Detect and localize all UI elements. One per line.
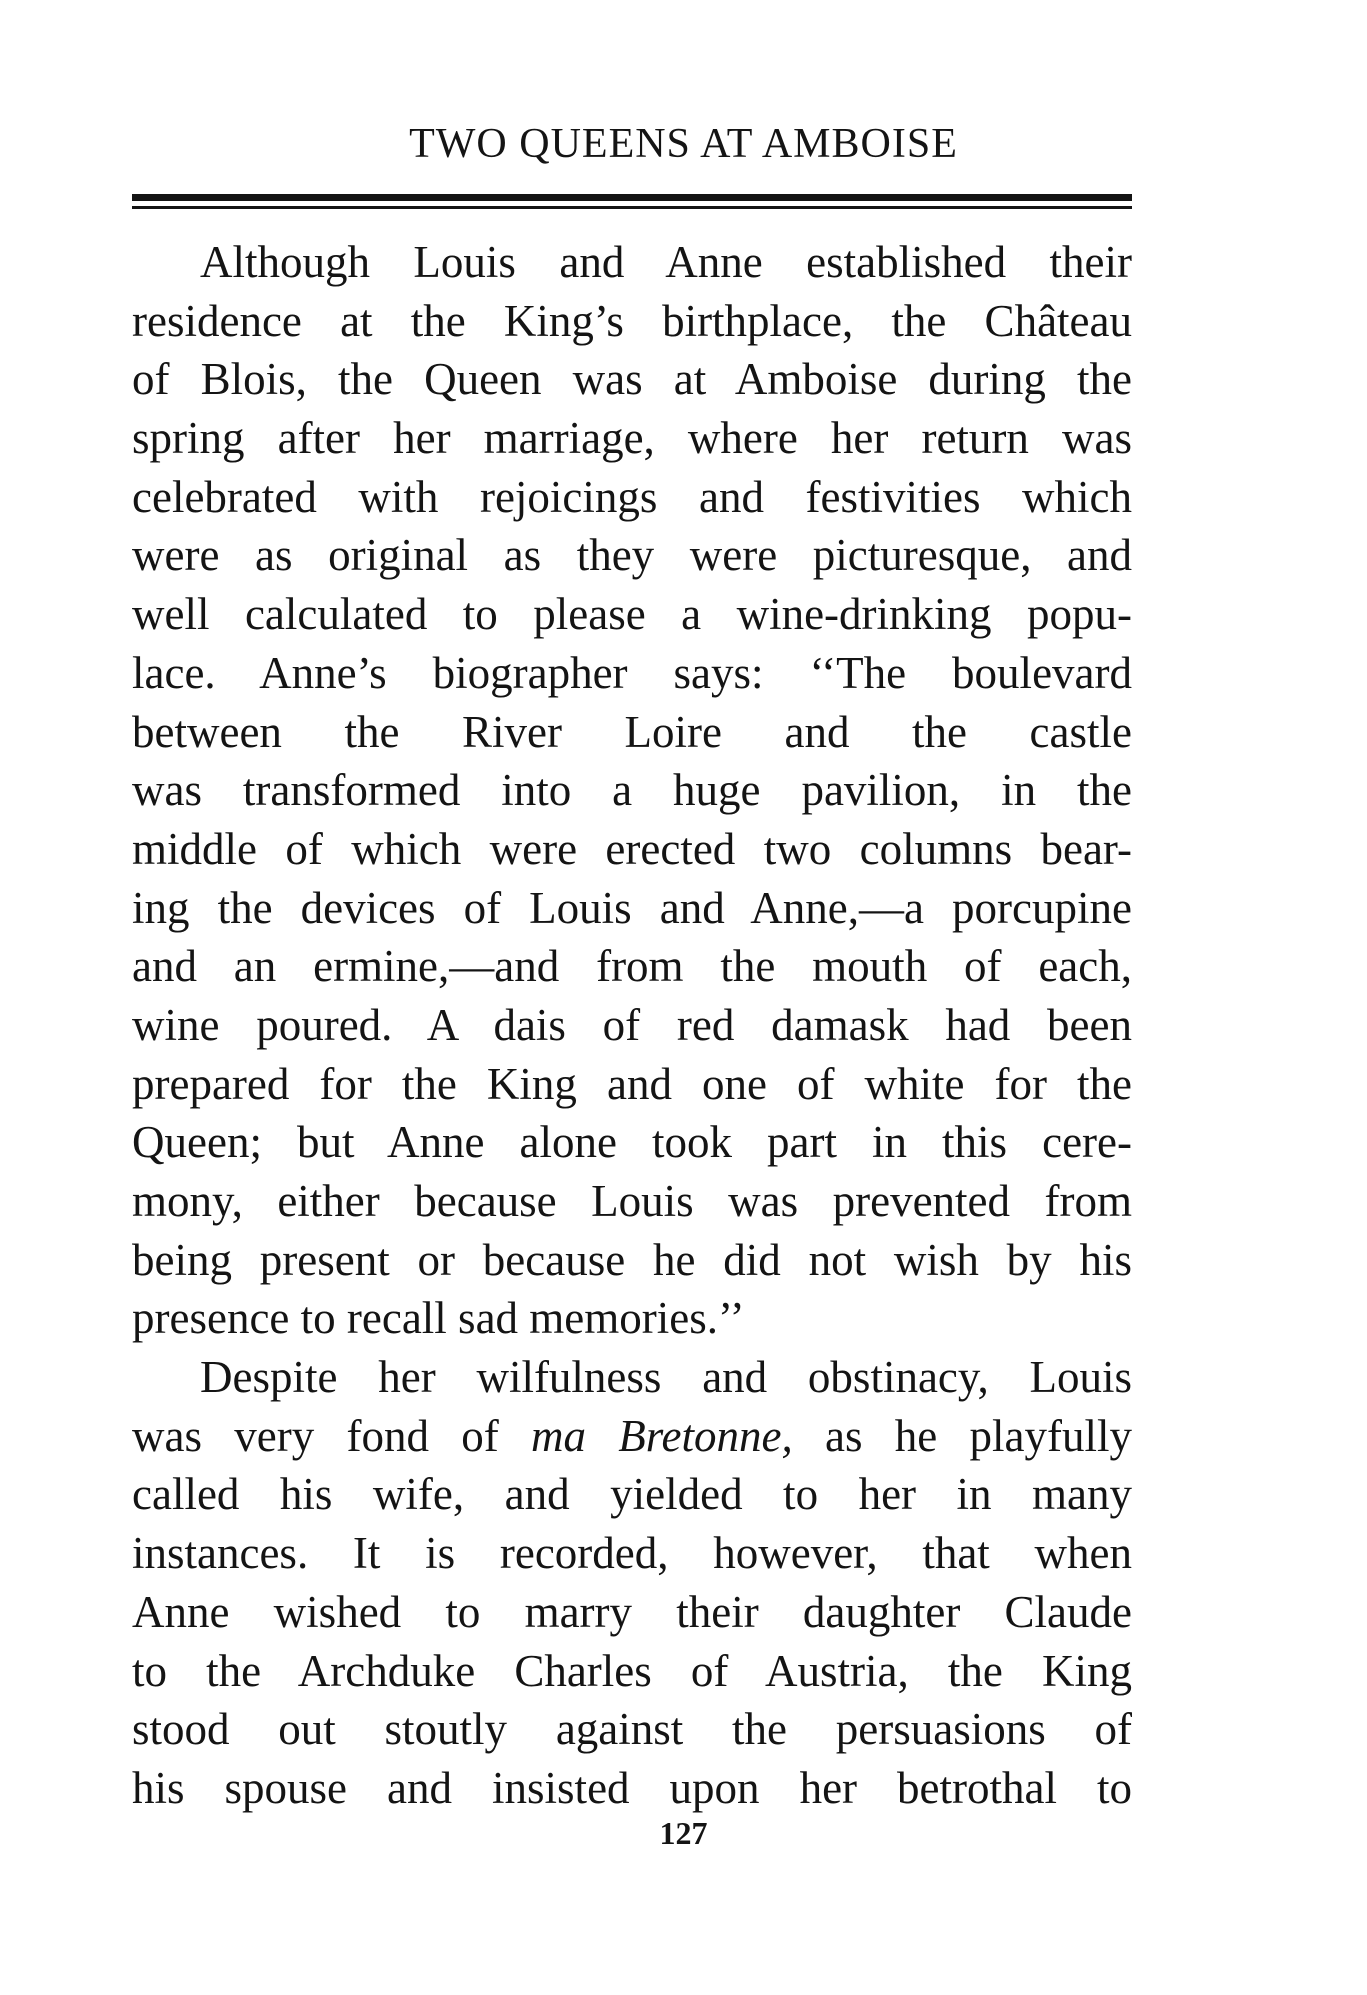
text-line: stood out stoutly against the persuasions of [132, 1704, 1132, 1755]
body-text [132, 233, 1132, 1818]
header-rule-thick [132, 194, 1132, 201]
text-line-with-italic [132, 1407, 1132, 1466]
text-line: middle of which were erected two columns bear- [132, 823, 1132, 874]
text-line: Although Louis and Anne established their [200, 237, 1132, 287]
text-line: called his wife, and yielded to her in many [132, 1469, 1132, 1520]
text-line: Despite her wilfulness and obstinacy, Louis [200, 1352, 1132, 1403]
italic-phrase: ma Bretonne, [530, 1410, 793, 1461]
text-line: celebrated with rejoicings and festivities which [132, 471, 1132, 522]
text-line: mony, either because Louis was prevented from [132, 1176, 1132, 1226]
text-line: well calculated to please a wine-drinking popu- [132, 589, 1132, 640]
text-line: between the River Loire and the castle [132, 706, 1132, 757]
text-line: being present or because he did not wish by his [132, 1234, 1132, 1285]
header-rule [132, 194, 1132, 216]
text-line: to the Archduke Charles of Austria, the King [132, 1645, 1132, 1696]
text-line: of Blois, the Queen was at Amboise during the [132, 354, 1132, 405]
text-line: and an ermine,—and from the mouth of each, [132, 941, 1132, 992]
text-line: wine poured. A dais of red damask had been [132, 999, 1132, 1050]
text-line: lace. Anne’s biographer says: ‘‘The boulevard [132, 647, 1132, 698]
text-line: Anne wished to marry their daughter Claude [132, 1586, 1132, 1637]
header-rule-thin [132, 206, 1132, 209]
text-line: instances. It is recorded, however, that when [132, 1528, 1132, 1579]
page-number: 127 [659, 1815, 708, 1851]
text-line: residence at the King’s birthplace, the Château [132, 295, 1132, 346]
text-line: were as original as they were picturesque, and [132, 530, 1132, 581]
running-head: TWO QUEENS AT AMBOISE [409, 121, 958, 167]
text-line: was transformed into a huge pavilion, in the [132, 765, 1132, 816]
text-line: spring after her marriage, where her return was [132, 413, 1132, 464]
text-line: prepared for the King and one of white for the [132, 1058, 1132, 1109]
text-fragment: as he playfully [825, 1410, 1132, 1461]
text-line: Queen; but Anne alone took part in this cere- [132, 1117, 1132, 1168]
text-line: presence to recall sad memories.’’ [132, 1293, 745, 1344]
text-line: his spouse and insisted upon her betrothal to [132, 1762, 1132, 1813]
text-line: ing the devices of Louis and Anne,—a porcupine [132, 882, 1132, 933]
text-fragment: was very fond of [132, 1410, 499, 1461]
